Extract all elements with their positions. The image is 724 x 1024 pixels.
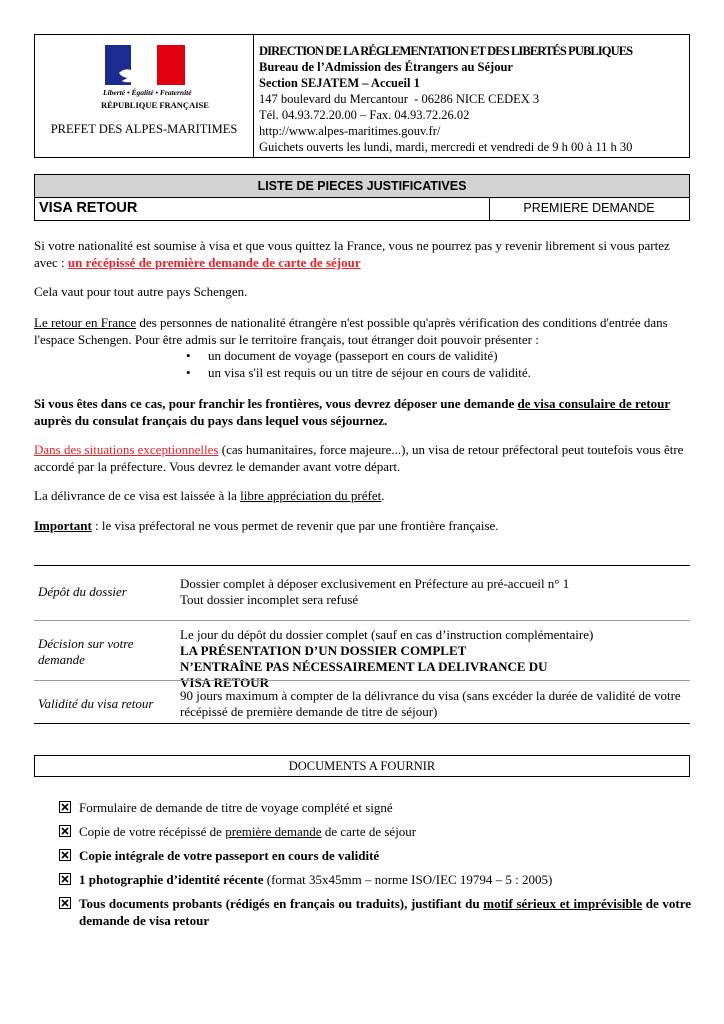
letterhead-contact (259, 43, 632, 155)
paragraph-exceptionnel: Dans des situations exceptionnelles (cas humanitaires, force majeure...), un visa de retour préfectoral peut toutefois vous être accordé par la préfecture. Vous devrez le demander avant votre départ. (34, 442, 684, 474)
logo-motto: Liberté • Égalité • Fraternité (103, 88, 192, 97)
situations-exceptionnelles: Dans des situations exceptionnelles (34, 442, 219, 457)
paragraph-consulat: Si vous êtes dans ce cas, pour franchir les frontières, vous devrez déposer une demande de visa consulaire de retour auprès du consulat français du pays dans lequel vous séjournez. (34, 396, 670, 428)
checked-box-icon (59, 849, 71, 861)
checked-box-icon (59, 825, 71, 837)
important-label: Important (34, 518, 92, 533)
checked-box-icon (59, 801, 71, 813)
opening-hours: Guichets ouverts les lundi, mardi, mercredi et vendredi de 9 h 00 à 11 h 30 (259, 140, 633, 154)
paragraph-important: Important : le visa préfectoral ne vous permet de revenir que par une frontière française. (34, 518, 499, 533)
bullet-icon: • (186, 348, 191, 363)
logo-republic: RÉPUBLIQUE FRANÇAISE (101, 100, 209, 110)
address: 147 boulevard du Mercantour - 06286 NICE CEDEX 3 (259, 92, 540, 106)
visa-type: VISA RETOUR (39, 200, 138, 216)
letterhead (34, 34, 690, 158)
document-title-table (34, 174, 690, 221)
marianne-logo (83, 43, 207, 121)
table-rule-top (34, 565, 690, 566)
request-type: PREMIERE DEMANDE (523, 201, 655, 215)
website-link[interactable]: http://www.alpes-maritimes.gouv.fr/ (259, 124, 441, 138)
visa-consulaire-underline: de visa consulaire de retour (517, 396, 670, 411)
row-value-decision: Le jour du dépôt du dossier complet (sauf en cas d’instruction complémentaire) LA PRÉSENTATION D’UN DOSSIER COMPLET N’ENTRAÎNE PAS NÉCESSAIREMENT LA DELIVRANCE DU VISA RETOUR (180, 627, 594, 690)
paragraph-intro: Si votre nationalité est soumise à visa et que vous quittez la France, vous ne pourrez pas y revenir librement si vous partez avec : un récépissé de première demande de carte de séjour (34, 238, 670, 270)
bullet-icon: • (186, 365, 191, 380)
recepisse-emphasis: un récépissé de première demande de carte de séjour (67, 254, 361, 270)
checked-box-icon (59, 897, 71, 909)
row-value-depot: Dossier complet à déposer exclusivement en Préfecture au pré-accueil n° 1 Tout dossier incomplet sera refusé (180, 576, 570, 607)
row-label-validite: Validité du visa retour (38, 696, 154, 711)
paragraph-retour: Le retour en France des personnes de nationalité étrangère n'est possible qu'après vérification des conditions d'entrée dans l'espace Schengen. Pour être admis sur le territoire français, tout étranger doit pouvoir présenter : (34, 315, 668, 347)
section-name: Section SEJATEM – Accueil 1 (259, 76, 420, 90)
paragraph-delivrance: La délivrance de ce visa est laissée à la libre appréciation du préfet. (34, 488, 385, 503)
paragraph-schengen: Cela vaut pour tout autre pays Schengen. (34, 284, 248, 299)
retour-en-france-underline: Le retour en France (34, 315, 137, 330)
direction-title: DIRECTION DE LA RÉGLEMENTATION ET DES LIBERTÉS PUBLIQUES (259, 44, 633, 58)
row-label-decision: Décision sur votre demande (38, 636, 134, 667)
letterhead-divider (253, 35, 254, 157)
prefet-name: PREFET DES ALPES-MARITIMES (50, 122, 238, 136)
row-value-validite: 90 jours maximum à compter de la délivrance du visa (sans excéder la durée de validité de votre récépissé de première demande de titre de séjour) (180, 688, 681, 719)
table-rule (34, 620, 690, 621)
documents-heading: DOCUMENTS A FOURNIR (34, 755, 690, 777)
phone-fax: Tél. 04.93.72.20.00 – Fax. 04.93.72.26.02 (259, 108, 470, 122)
bureau-name: Bureau de l’Admission des Étrangers au Séjour (259, 60, 513, 74)
libre-appreciation-underline: libre appréciation du préfet (240, 488, 382, 503)
checked-box-icon (59, 873, 71, 885)
list-heading: LISTE DE PIECES JUSTIFICATIVES (35, 175, 689, 198)
table-rule-bottom (34, 723, 690, 724)
row-label-depot: Dépôt du dossier (38, 584, 127, 599)
table-rule (34, 680, 690, 681)
